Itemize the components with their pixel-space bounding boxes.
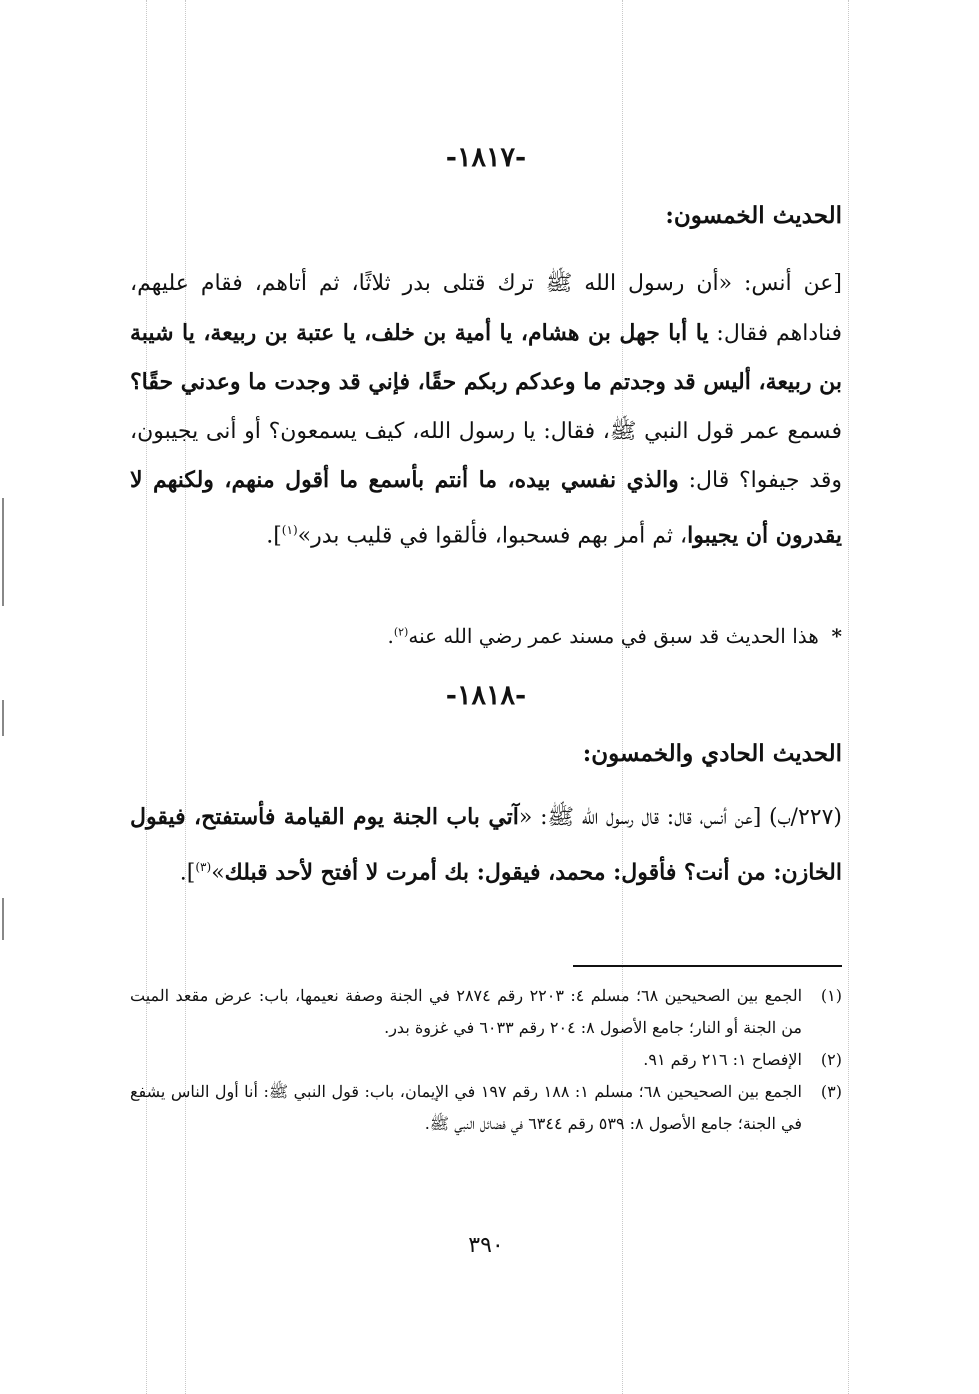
scan-edge-mark — [2, 700, 4, 736]
star-icon: * — [831, 624, 842, 648]
footnote-mark: (٣) — [820, 1082, 842, 1101]
hadith-text-1818 — [130, 793, 842, 897]
hadith-number-1818: -١٨١٨- — [445, 680, 527, 711]
hadith-heading-1818: الحديث الحادي والخمسون: — [582, 740, 842, 767]
hadith-text-bold: والذي نفسي بيده، ما أنتم بأسمع ما أقول منهم، ولكنهم لا يقدرون أن يجيبوا — [130, 467, 842, 548]
note-end: . — [387, 624, 394, 648]
hadith-number-1817: -١٨١٧- — [445, 142, 527, 173]
hadith-text-part: فسمع عمر قول النبي ﷺ، فقال: يا رسول الله، كيف يسمعون؟ أو أنى يجيبون، وقد جيفوا؟ قال: — [130, 418, 843, 493]
hadith-text-part: » — [211, 859, 225, 885]
hadith-text-part: (٢٢٧/ب) [عن أنس، قال: قال رسول الله ﷺ: « — [518, 805, 843, 830]
footnote-item — [130, 980, 842, 1044]
hadith-text-1817 — [130, 260, 842, 560]
footnote-ref: (٢) — [393, 625, 409, 639]
book-page — [130, 0, 842, 1394]
footnote-text: الإفصاح ١: ٢١٦ رقم ٩١. — [643, 1050, 802, 1069]
footnote-separator — [573, 965, 842, 967]
cross-reference-note — [130, 624, 842, 648]
footnote-item — [130, 1044, 842, 1076]
hadith-heading-1817: الحديث الخمسون: — [665, 202, 842, 229]
scan-edge-mark — [2, 498, 4, 606]
note-text: هذا الحديث قد سبق في مسند عمر رضي الله عنه — [408, 624, 819, 648]
footnote-text: الجمع بين الصحيحين ٦٨؛ مسلم ١: ١٨٨ رقم ١٩٧ في الإيمان، باب: قول النبي ﷺ: أنا أول الناس يشفع في الجنة؛ جامع الأصول ٨: ٥٣٩ رقم ٦٣٤٤ في فضائل النبي ﷺ. — [130, 1082, 803, 1133]
footnote-item — [130, 1076, 842, 1140]
page-number: ٣٩٠ — [468, 1233, 504, 1258]
hadith-text-part: ، ثم أمر بهم فسحبوا، فألقوا في قليب بدر» — [297, 522, 688, 548]
footnote-mark: (١) — [820, 986, 842, 1005]
hadith-text-part: [عن أنس: «أن رسول الله ﷺ ترك قتلى بدر ثلاثًا، ثم أتاهم، فقام عليهم، فناداهم فقال: — [130, 271, 842, 346]
footnotes — [130, 980, 842, 1140]
hadith-closing: ]. — [179, 859, 196, 885]
hadith-text-bold: آتي باب الجنة يوم القيامة فأستفتح، فيقول الخازن: من أنت؟ فأقول: محمد، فيقول: بك أمرت لا أفتح لأحد قبلك — [130, 804, 842, 885]
footnote-ref: (٣) — [195, 859, 212, 874]
hadith-closing: ]. — [266, 522, 282, 548]
scan-dotted-line — [848, 0, 849, 1394]
footnote-text: الجمع بين الصحيحين ٦٨؛ مسلم ٤: ٢٢٠٣ رقم ٢٨٧٤ في الجنة وصفة نعيمها، باب: عرض مقعد الميت من الجنة أو النار؛ جامع الأصول ٨: ٢٠٤ رقم ٦٠٣٣ في غزوة بدر. — [130, 986, 803, 1037]
scan-edge-mark — [2, 898, 4, 940]
footnote-mark: (٢) — [820, 1050, 842, 1069]
hadith-text-bold: يا أبا جهل بن هشام، يا أمية بن خلف، يا عتبة بن ربيعة، يا شيبة بن ربيعة، أليس قد وجدتم ما وعدكم ربكم حقًا، فإني قد وجدت ما وعدني حقًا؟ — [130, 319, 842, 395]
footnote-ref: (١) — [281, 522, 298, 537]
